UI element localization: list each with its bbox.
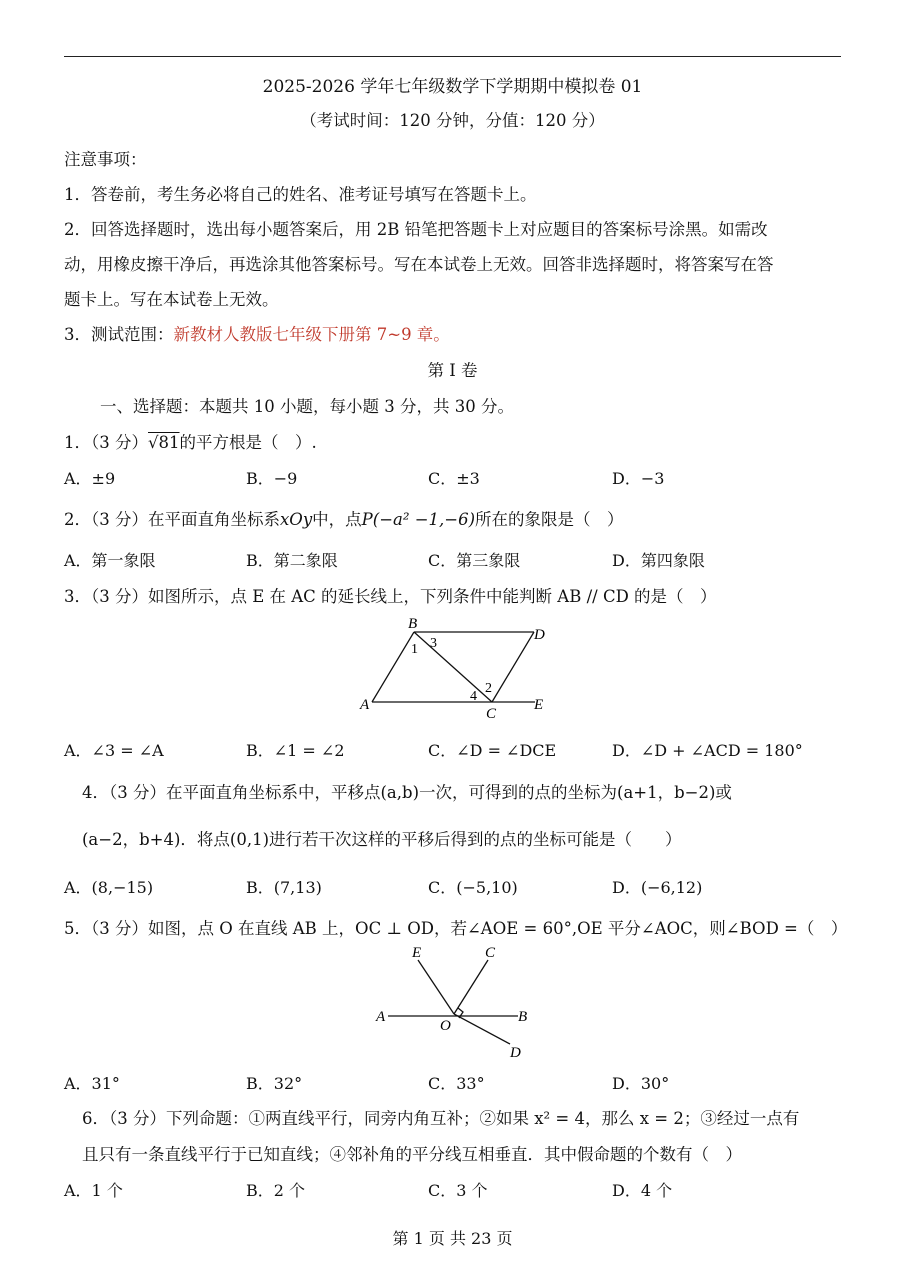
q1-option-d: D．−3 [612,469,665,488]
label-o: O [440,1018,451,1034]
part1-heading: 一、选择题：本题共 10 小题，每小题 3 分，共 30 分。 [100,397,514,416]
q1-option-c: C．±3 [428,469,480,488]
q4-option-b: B．(7,13) [246,878,322,897]
q5-option-a: A．31° [64,1074,120,1093]
label-a: A [376,1009,386,1025]
label-d: D [510,1045,521,1061]
notes-heading: 注意事项： [64,150,147,169]
label-e: E [412,945,422,961]
label-c: C [486,706,497,722]
q6-stem-line1: 6．（3 分）下列命题：①两直线平行，同旁内角互补；②如果 x² = 4，那么 x = 2；③经过一点有 [82,1109,800,1128]
q3-option-a: A．∠3 = ∠A [64,741,164,760]
label-e: E [534,697,544,713]
test-range: 新教材人教版七年级下册第 7~9 章。 [173,325,450,344]
label-c: C [485,945,496,961]
note-2-line1: 2．回答选择题时，选出每小题答案后，用 2B 铅笔把答题卡上对应题目的答案标号涂黑。如需改 [64,220,768,239]
label-b: B [408,616,418,632]
q3-option-d: D．∠D + ∠ACD = 180° [612,741,803,760]
page-footer: 第 1 页 共 23 页 [392,1229,513,1248]
header-rule [64,56,841,57]
q5-stem: 5．（3 分）如图，点 O 在直线 AB 上，OC ⊥ OD，若∠AOE = 60°,OE 平分∠AOC，则∠BOD =（ ） [64,919,848,938]
note-1: 1．答卷前，考生务必将自己的姓名、准考证号填写在答题卡上。 [64,185,537,204]
q2-stem [64,506,624,530]
q5-option-b: B．32° [246,1074,303,1093]
q2-option-c: C．第三象限 [428,551,521,570]
q2-lead: 2．（3 分）在平面直角坐标系 [64,510,280,529]
q6-option-b: B．2 个 [246,1181,306,1200]
ray-oc [454,960,488,1014]
note-3 [64,321,450,345]
q1-stem [64,429,317,453]
q6-stem-line2: 且只有一条直线平行于已知直线；④邻补角的平分线互相垂直．其中假命题的个数有（ ） [82,1145,742,1164]
exam-title: 2025-2026 学年七年级数学下学期期中模拟卷 01 [262,77,643,97]
angle-3-label: 3 [430,636,437,651]
q2-system: xOy [280,510,313,529]
q1-tail: 的平方根是（ ）. [179,433,317,452]
exam-subtitle: （考试时间：120 分钟，分值：120 分） [300,111,605,130]
label-d: D [534,627,545,643]
q4-option-a: A．(8,−15) [64,878,154,897]
angle-2-label: 2 [485,681,492,696]
segment-bc [414,632,492,702]
note-2-line3: 题卡上。写在本试卷上无效。 [64,290,279,309]
note-2-line2: 动，用橡皮擦干净后，再选涂其他答案标号。写在本试卷上无效。回答非选择题时，将答案写在答 [64,255,774,274]
label-b: B [518,1009,528,1025]
q2-option-b: B．第二象限 [246,551,338,570]
note-3-prefix: 3．测试范围： [64,325,174,344]
segment-dc [492,632,534,702]
q1-lead: 1．（3 分） [64,433,148,452]
q3-figure [350,612,560,724]
q4-option-c: C．(−5,10) [428,878,518,897]
q1-option-b: B．−9 [246,469,298,488]
q3-stem: 3．（3 分）如图所示，点 E 在 AC 的延长线上，下列条件中能判断 AB // CD 的是（ ） [64,587,717,606]
ray-oe [418,960,454,1014]
q2-option-d: D．第四象限 [612,551,705,570]
q6-option-a: A．1 个 [64,1181,123,1200]
q5-option-d: D．30° [612,1074,670,1093]
q6-option-d: D．4 个 [612,1181,673,1200]
q4-stem-line2: (a−2，b+4)．将点(0,1)进行若干次这样的平移后得到的点的坐标可能是（ ） [82,830,682,849]
label-a: A [360,697,370,713]
q3-option-b: B．∠1 = ∠2 [246,741,345,760]
angle-1-label: 1 [411,642,418,657]
q4-option-d: D．(−6,12) [612,878,703,897]
q2-mid: 中，点 [312,510,362,529]
q4-stem-line1: 4．（3 分）在平面直角坐标系中，平移点(a,b)一次，可得到的点的坐标为(a+1，b−2)或 [82,783,732,802]
q2-option-a: A．第一象限 [64,551,156,570]
volume-heading: 第 I 卷 [427,361,478,380]
q2-point: P(−a² −1,−6) [361,510,476,529]
q1-option-a: A．±9 [64,469,116,488]
q2-tail: 所在的象限是（ ） [475,510,624,529]
q3-option-c: C．∠D = ∠DCE [428,741,557,760]
angle-4-label: 4 [470,689,477,704]
ray-od [454,1014,510,1044]
q5-figure [368,940,538,1065]
q5-option-c: C．33° [428,1074,485,1093]
q1-radical: √81 [148,433,180,452]
q6-option-c: C．3 个 [428,1181,488,1200]
segment-ab [372,632,414,702]
